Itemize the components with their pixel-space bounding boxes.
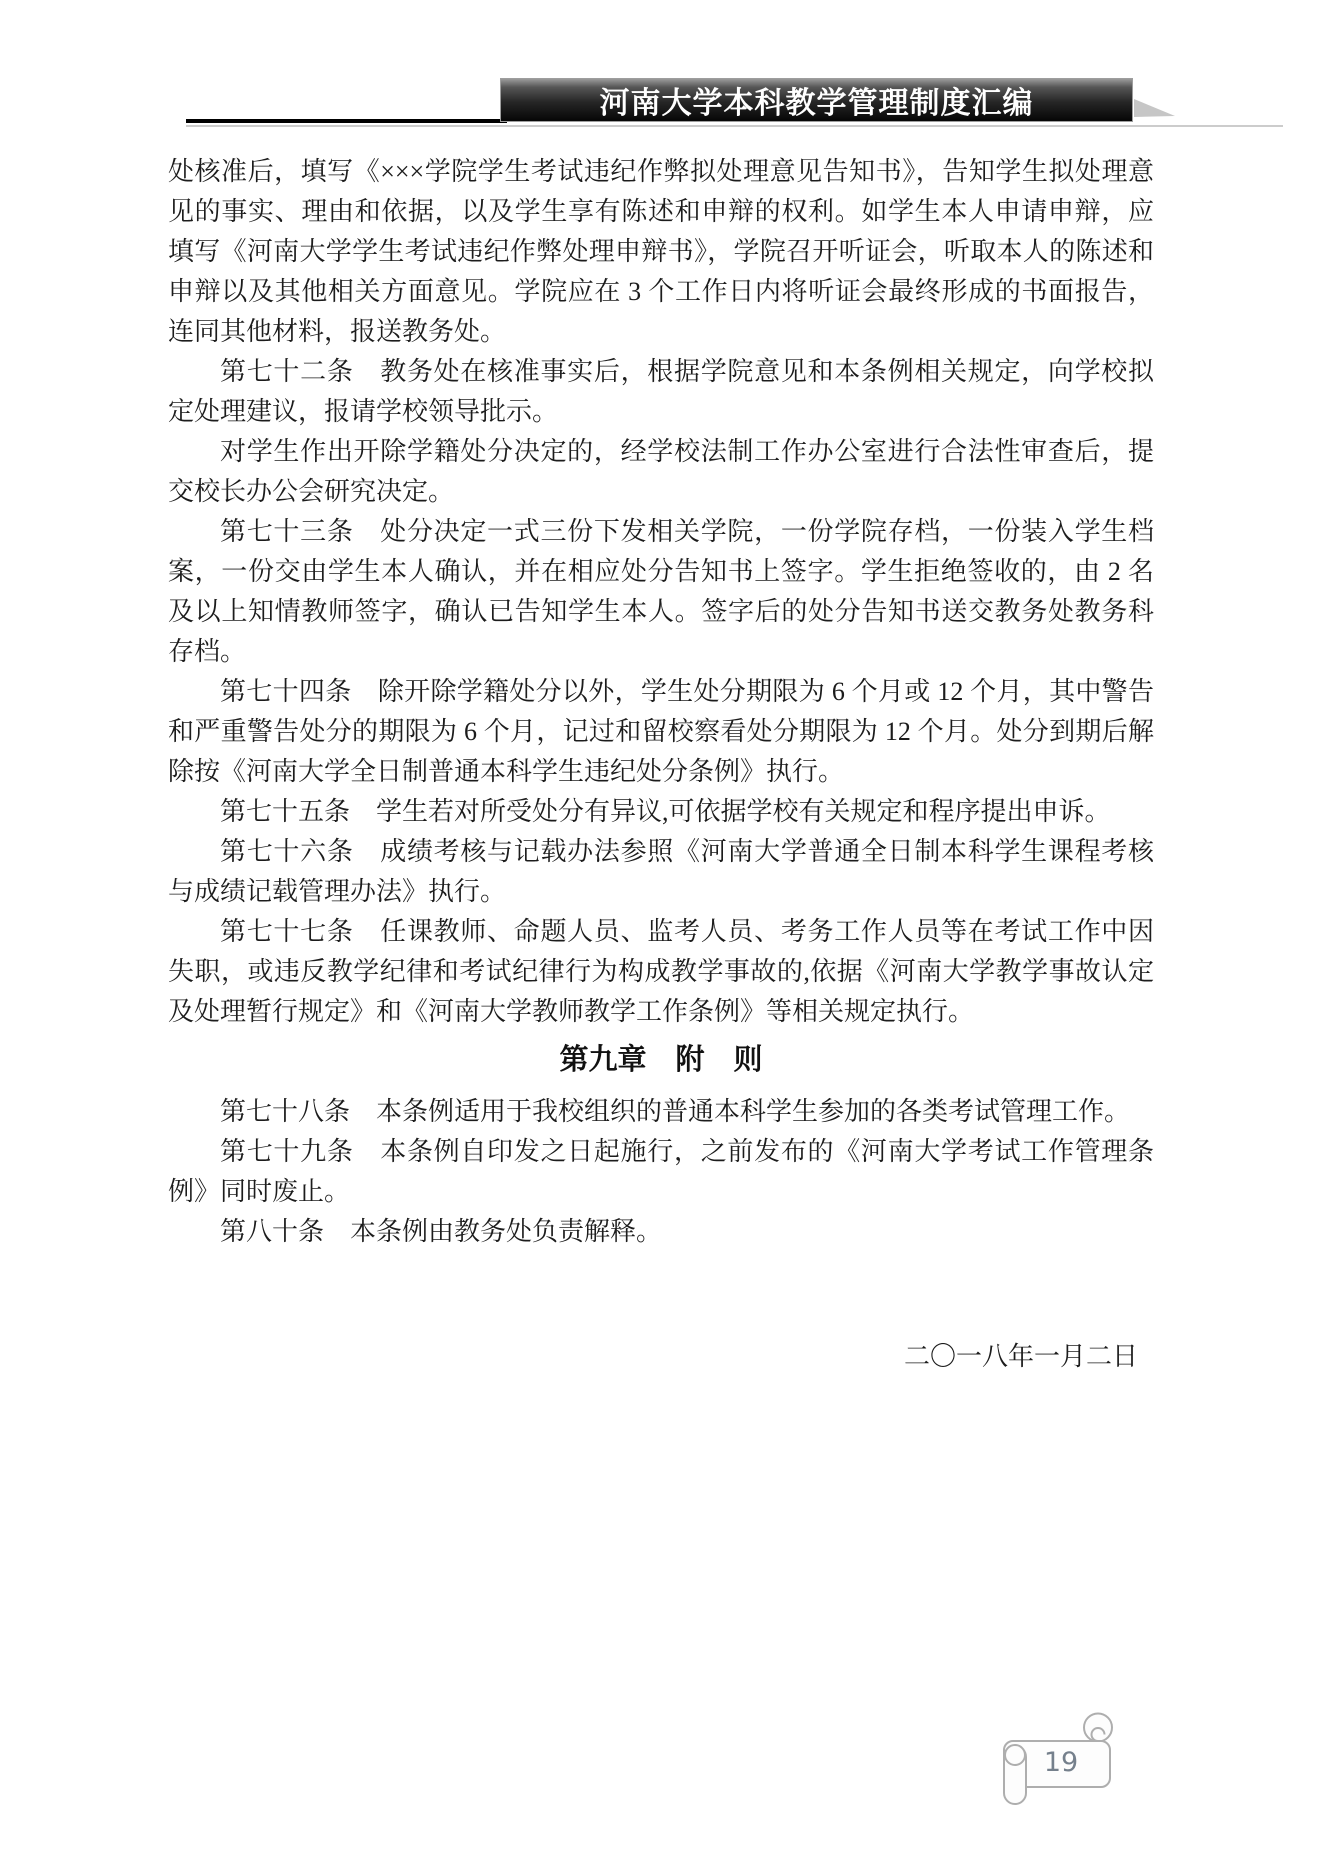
paragraph-article-73: 第七十三条 处分决定一式三份下发相关学院，一份学院存档，一份装入学生档案，一份交由学生本人确认，并在相应处分告知书上签字。学生拒绝签收的，由 2 名及以上知情教师签字，确认已告知学生本人。签字后的处分告知书送交教务处教务科存档。 [168,517,1154,666]
paragraph-article-76: 第七十六条 成绩考核与记载办法参照《河南大学普通全日制本科学生课程考核与成绩记载管理办法》执行。 [168,837,1154,906]
paragraph-article-72: 第七十二条 教务处在核准事实后，根据学院意见和本条例相关规定，向学校拟定处理建议，报请学校领导批示。 [168,357,1154,426]
paragraph-article-75: 第七十五条 学生若对所受处分有异议,可依据学校有关规定和程序提出申诉。 [220,797,1111,826]
chapter-heading: 第九章 附 则 [559,1044,763,1076]
date-line: 二〇一八年一月二日 [903,1342,1138,1371]
document-body [168,152,1154,1377]
header-title: 河南大学本科教学管理制度汇编 [599,87,1034,120]
paragraph-continuation: 处核准后，填写《×××学院学生考试违纪作弊拟处理意见告知书》，告知学生拟处理意见的事实、理由和依据，以及学生享有陈述和申辩的权利。如学生本人申请申辩，应填写《河南大学学生考试违纪作弊处理申辩书》，学院召开听证会，听取本人的陈述和申辩以及其他相关方面意见。学院应在 3 个工作日内将听证会最终形成的书面报告，连同其他材料，报送教务处。 [168,157,1154,346]
paragraph-article-78: 第七十八条 本条例适用于我校组织的普通本科学生参加的各类考试管理工作。 [220,1097,1131,1126]
header-arrow-icon [1134,99,1176,118]
paragraph-article-79: 第七十九条 本条例自印发之日起施行，之前发布的《河南大学考试工作管理条例》同时废止。 [168,1137,1154,1206]
paragraph-expulsion-review: 对学生作出开除学籍处分决定的，经学校法制工作办公室进行合法性审查后，提交校长办公会研究决定。 [168,437,1154,506]
paragraph-article-77: 第七十七条 任课教师、命题人员、监考人员、考务工作人员等在考试工作中因失职，或违反教学纪律和考试纪律行为构成教学事故的,依据《河南大学教学事故认定及处理暂行规定》和《河南大学教师教学工作条例》等相关规定执行。 [168,917,1154,1026]
page-number: 19 [1043,1747,1079,1778]
paragraph-article-80: 第八十条 本条例由教务处负责解释。 [220,1217,663,1246]
header-left-rule [186,119,507,123]
header-hairline [186,125,1283,127]
paragraph-article-74: 第七十四条 除开除学籍处分以外，学生处分期限为 6 个月或 12 个月，其中警告和严重警告处分的期限为 6 个月，记过和留校察看处分期限为 12 个月。处分到期后解除按《河南大学全日制普通本科学生违纪处分条例》执行。 [168,677,1154,786]
header-title-bar [500,78,1133,122]
